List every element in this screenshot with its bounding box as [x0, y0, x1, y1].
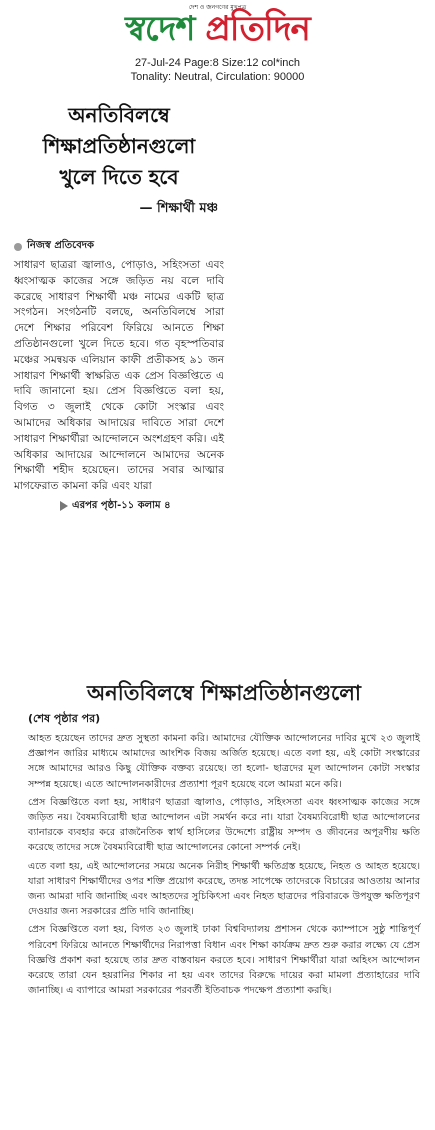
byline: — শিক্ষার্থী মঞ্চ: [139, 201, 218, 216]
front-headline: [12, 100, 226, 193]
newspaper-logo: [0, 8, 435, 50]
continuation-note: [12, 498, 226, 515]
paragraph: আহত হয়েছেন তাদের দ্রুত সুস্থতা কামনা করি। আমাদের যৌক্তিক আন্দোলনের দাবির মুখে ২৩ জুলাই প্রজ্ঞাপন জারির মাধ্যমে আমাদের আংশিক বিজয় অর্জিত হয়েছে। এতে বলা হয়, এই কোটা সংস্কারের সঙ্গে আমাদের আরও কিছু যৌক্তিক বক্তব্য রয়েছে। তা হলো- ছাত্রদের মূল আন্দোলন কোটা সংস্কার সম্পন্ন হয়েছে। এতে আন্দোলনকারীদের প্রত্যাশা পূরণ হয়েছে বলে আমরা মনে করি।: [28, 733, 420, 790]
paragraph: প্রেস বিজ্ঞপ্তিতে বলা হয়, সাধারণ ছাত্ররা জ্বালাও, পোড়াও, সহিংসতা এবং ধ্বংসাত্মক কাজের সঙ্গে জড়িত নয়। বৈষম্যবিরোধী ছাত্র আন্দোলন এটা সমর্থন করে না। যারা বৈষম্যবিরোধী ছাত্র আন্দোলনের ব্যানারকে ব্যবহার করে রাজনৈতিক স্বার্থ হাসিলের উদ্দেশ্যে রাষ্ট্রীয় সম্পদ ও জীবনের অপূরণীয় ক্ষতি করেছে তাদের সঙ্গে বৈষম্যবিরোধী ছাত্র আন্দোলনের কোনো সম্পর্ক নেই।: [28, 796, 420, 854]
front-headline-line-1: অনতিবিলম্বে: [68, 103, 170, 127]
arrow-right-icon: [60, 501, 68, 511]
reporter-name: নিজস্ব প্রতিবেদক: [27, 240, 95, 251]
front-headline-line-2: শিক্ষাপ্রতিষ্ঠানগুলো: [42, 134, 196, 158]
masthead-tagline: দেশ ও জনগণের মুখপত্র: [188, 4, 247, 11]
article-clip-front: [12, 96, 226, 515]
front-headline-line-3: খুলে দিতে হবে: [59, 165, 179, 189]
bullet-icon: [14, 243, 22, 251]
tonality-circulation-line: Tonality: Neutral, Circulation: 90000: [130, 71, 305, 83]
article-clip-continued: [28, 678, 420, 1001]
front-body-text: সাধারণ ছাত্ররা জ্বালাও, পোড়াও, সহিংসতা এবং ধ্বংসাত্মক কাজের সঙ্গে জড়িত নয় বলে দাবি করেছে সাধারণ শিক্ষার্থী মঞ্চ নামের একটি ছাত্র সংগঠন। সংগঠনটি বলছে, অনতিবিলম্বে সারা দেশে শিক্ষার পরিবেশ ফিরিয়ে আনতে শিক্ষা প্রতিষ্ঠানগুলো খুলে দিতে হবে। গত বৃহস্পতিবার মঞ্চের সমন্বয়ক এলিয়ান কাফী প্রতীকসহ ৯১ জন সাধারণ শিক্ষার্থী স্বাক্ষরিত এক প্রেস বিজ্ঞপ্তিতে এ দাবি জানানো হয়। প্রেস বিজ্ঞপ্তিতে বলা হয়, বিগত ৩ জুলাই থেকে কোটা সংস্কার এবং আমাদের অধিকার আদায়ের দাবিতে সারা দেশে সাধারণ শিক্ষার্থীরা আন্দোলনে অংশগ্রহণ করি। এই অধিকার আদায়ের আন্দোলনে আমাদের অনেক শিক্ষার্থী শহীদ হয়েছেন। তাদের সবার আত্মার মাগফেরাত কামনা করি এবং যারা: [14, 259, 224, 493]
continuation-text: এরপর পৃষ্ঠা-১১ কলাম ৪: [72, 499, 171, 511]
continued-headline: অনতিবিলম্বে শিক্ষাপ্রতিষ্ঠানগুলো: [86, 681, 362, 705]
paragraph: এতে বলা হয়, এই আন্দোলনের সময়ে অনেক নিরীহ শিক্ষার্থী ক্ষতিগ্রস্ত হয়েছে, নিহত ও আহত হয়েছে। যারা সাধারণ শিক্ষার্থীদের ওপর শক্তি প্রয়োগ করেছে, তদন্ত সাপেক্ষে তাদেরকে বিচারের আওতায় আনার জন্য আমরা দাবি জানাচ্ছি এবং আহতদের সুচিকিৎসা এবং নিহত ছাত্রদের পরিবারকে উপযুক্ত ক্ষতিপূরণ দেওয়ার জন্য সরকারের প্রতি দাবি জানাচ্ছি।: [28, 860, 420, 918]
logo-part-2: প্রতিদিন: [205, 9, 310, 49]
paragraph: প্রেস বিজ্ঞপ্তিতে বলা হয়, বিগত ২৩ জুলাই ঢাকা বিশ্ববিদ্যালয় প্রশাসন থেকে ক্যাম্পাসে সুষ্ঠু শান্তিপূর্ণ পরিবেশ ফিরিয়ে আনতে শিক্ষার্থীদের নিরাপত্তা বিধান এবং শিক্ষা কার্যক্রম দ্রুত শুরু করার লক্ষ্যে যে প্রেস বিজ্ঞপ্তি প্রকাশ করা হয়েছে তার দ্রুত বাস্তবায়ন করতে হবে। সাধারণ শিক্ষার্থীরা যারা অহিংস আন্দোলন করেছে তারা যেন হয়রানির শিকার না হয় এবং তাদের বিরুদ্ধে দায়ের করা মামলা প্রত্যাহারের দাবি জানাচ্ছি। এ ব্যাপারে আমরা সরকারের পরবর্তী ইতিবাচক পদক্ষেপ প্রত্যাশা করছি।: [28, 924, 420, 997]
continued-body: [28, 731, 420, 998]
reporter-line: [14, 238, 226, 255]
logo-part-1: স্বদেশ: [125, 9, 195, 49]
clip-info-line: 27-Jul-24 Page:8 Size:12 col*inch: [134, 57, 301, 69]
masthead: [0, 0, 435, 92]
previous-page-note: (শেষ পৃষ্ঠার পর): [28, 712, 101, 725]
